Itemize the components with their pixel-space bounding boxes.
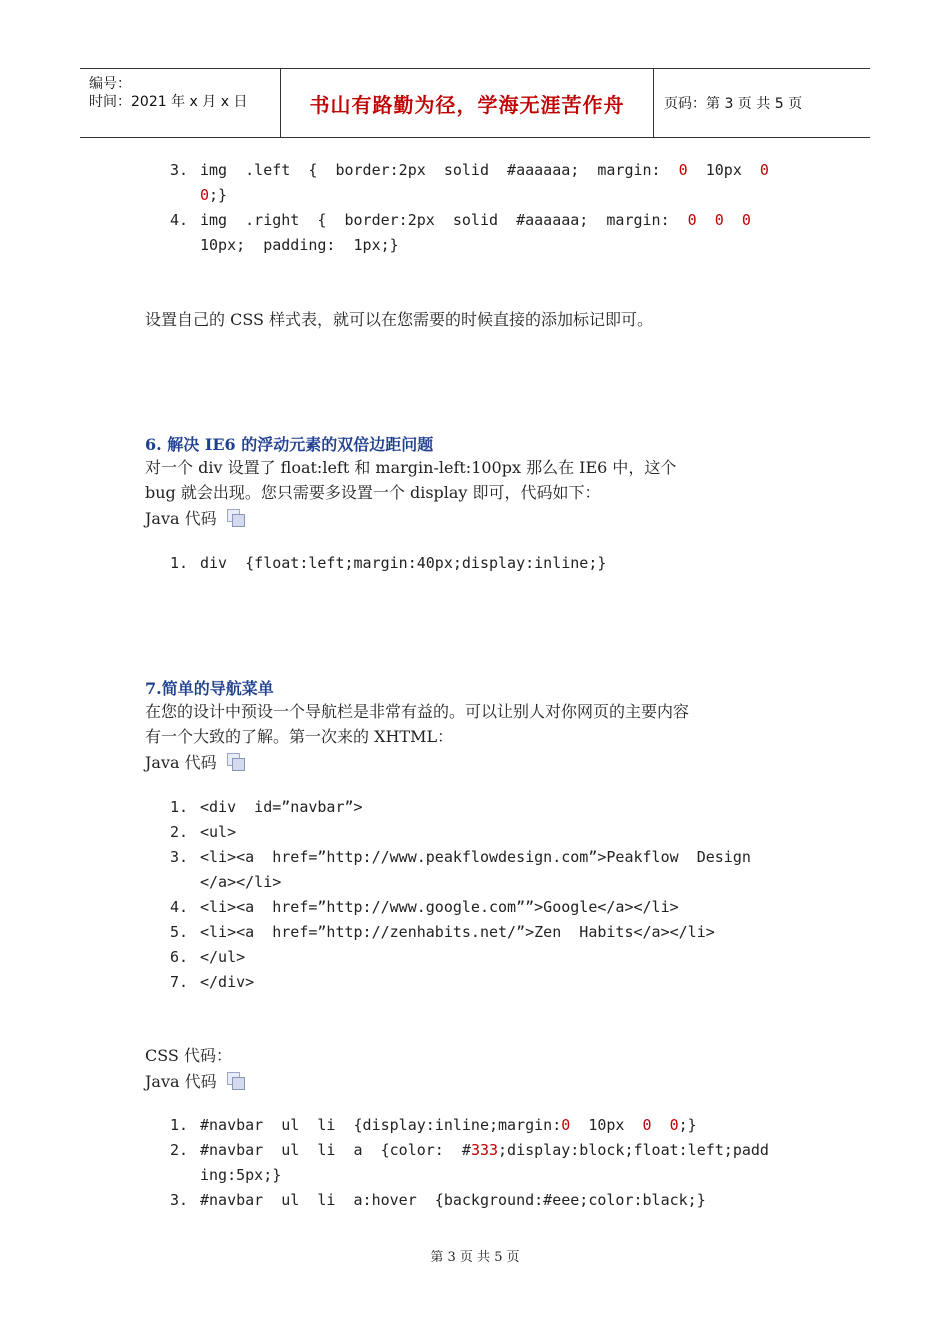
css-note: 设置自己的 CSS 样式表，就可以在您需要的时候直接的添加标记即可。 (145, 310, 654, 329)
time-label: 时间：2021 年 x 月 x 日 (89, 94, 248, 110)
code-line: 3. img .left { border:2px solid #aaaaaa; margin: 0 10px 0 (170, 161, 769, 179)
code-line-cont: ing:5px;} (200, 1166, 282, 1184)
code-line: 4. img .right { border:2px solid #aaaaaa; margin: 0 0 0 (170, 211, 751, 229)
section-7-para-1: 在您的设计中预设一个导航栏是非常有益的。可以让别人对你网页的主要内容 (145, 702, 690, 721)
section-6-para-1: 对一个 div 设置了 float:left 和 margin-left:100px 那么在 IE6 中，这个 (145, 458, 677, 477)
code-line: 7. </div> (170, 973, 255, 991)
css-code-label: CSS 代码： (145, 1046, 232, 1065)
copy-icon[interactable] (227, 509, 245, 527)
motto: 书山有路勤为径，学海无涯苦作舟 (281, 69, 654, 137)
code-line-cont: </a></li> (200, 873, 282, 891)
section-7-heading: 7.简单的导航菜单 (145, 679, 274, 698)
java-code-label: Java 代码 (145, 506, 245, 529)
java-code-label: Java 代码 (145, 1069, 245, 1092)
java-code-label: Java 代码 (145, 750, 245, 773)
copy-icon[interactable] (227, 1072, 245, 1090)
code-line: 2. <ul> (170, 823, 237, 841)
header-meta (80, 69, 281, 137)
page-footer: 第 3 页 共 5 页 (430, 1250, 520, 1265)
code-line: 2. #navbar ul li a {color: #333;display:block;float:left;padd (170, 1141, 769, 1159)
code-line: 3. <li><a href=”http://www.peakflowdesign.com”>Peakflow Design (170, 848, 751, 866)
section-6-heading: 6. 解决 IE6 的浮动元素的双倍边距问题 (145, 435, 434, 454)
copy-icon[interactable] (227, 753, 245, 771)
code-line: 6. </ul> (170, 948, 246, 966)
section-6-para-2: bug 就会出现。您只需要多设置一个 display 即可，代码如下： (145, 483, 601, 502)
code-line-cont: 0;} (200, 186, 228, 204)
code-line: 1. <div id=”navbar”> (170, 798, 363, 816)
page-header (80, 68, 870, 138)
code-line: 5. <li><a href=”http://zenhabits.net/”>Zen Habits</a></li> (170, 923, 715, 941)
page-info: 页码：第 3 页 共 5 页 (664, 96, 803, 112)
code-line: 4. <li><a href=”http://www.google.com””>Google</a></li> (170, 898, 679, 916)
code-line-cont: 10px; padding: 1px;} (200, 236, 399, 254)
code-line: 1. div {float:left;margin:40px;display:inline;} (170, 554, 607, 572)
section-7-para-2: 有一个大致的了解。第一次来的 XHTML： (145, 727, 454, 746)
number-label: 编号： (89, 76, 131, 92)
code-line: 1. #navbar ul li {display:inline;margin:0 10px 0 0;} (170, 1116, 697, 1134)
code-line: 3. #navbar ul li a:hover {background:#eee;color:black;} (170, 1191, 706, 1209)
